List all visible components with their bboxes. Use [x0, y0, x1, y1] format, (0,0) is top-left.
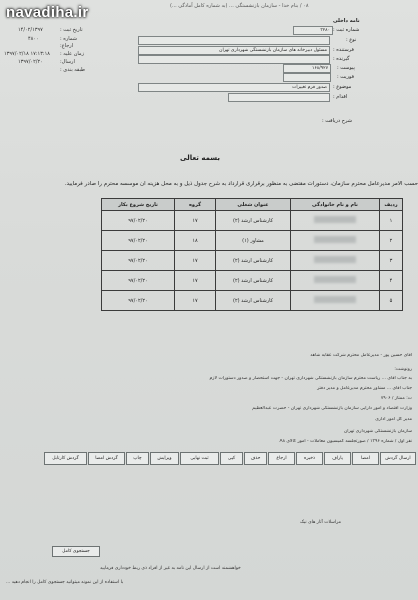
- redaction-blur: [314, 236, 356, 243]
- subject-field[interactable]: صدور فرم تغییرات: [138, 83, 330, 92]
- toolbar-button-send[interactable]: ارسال گردش: [380, 452, 416, 465]
- redacted-name: [291, 211, 380, 231]
- receiver-sign-label: شرح دریافت :: [322, 118, 352, 124]
- cc-line: وزارت اقتصاد و امور دارایی سازمان بازنشستگی شهرداری تهران - حضرت عبدالعظیم: [252, 406, 412, 411]
- table-row: [102, 231, 403, 251]
- table-row: [102, 251, 403, 271]
- start-date: ۹۷/۰۲/۲۰: [102, 211, 175, 231]
- toolbar-button-refer[interactable]: ارجاع: [268, 452, 295, 465]
- redacted-name: [291, 251, 380, 271]
- redacted-name: [291, 271, 380, 291]
- table-header: تاریخ شروع بکار: [102, 199, 175, 211]
- redaction-blur: [314, 216, 356, 223]
- row-number: ۲: [380, 231, 403, 251]
- toolbar-button-sign-flow[interactable]: گردش امضا: [88, 452, 125, 465]
- sender-date-value: ۱۳۹۷/۰۲/۲۰: [18, 59, 43, 65]
- toolbar-button-copy[interactable]: کپی: [220, 452, 243, 465]
- class-label: طبقه بندی :: [60, 67, 85, 73]
- footer-note: با استفاده از این نمونه میتوانید جستجوی کامل را انجام دهید ...: [6, 580, 124, 585]
- letter-intro: حسب الامر مدیرعامل محترم سازمان، دستورات مقتضی به منظور برقراری قرارداد به شرح جدول ذیل و به محل هزینه آن موسسه محترم را صادر فرمایید.: [64, 181, 418, 187]
- cc-line: نفر اول / شماره ۱۳۹۶ / صورتجلسه کمیسیون معاملات - امور کالای A۸: [279, 439, 412, 444]
- footer-small-note: خواهشمند است از ارسال این نامه به غیر از افراد ذی ربط خودداری فرمایید: [100, 566, 241, 571]
- table-header: ردیف: [380, 199, 403, 211]
- number-value: ۴۸۰۰: [28, 36, 39, 42]
- personnel-table: [101, 198, 403, 311]
- redaction-blur: [314, 256, 356, 263]
- toolbar-button-finalize[interactable]: ثبت نهایی: [180, 452, 219, 465]
- redacted-name: [291, 291, 380, 311]
- letter-title: بسمه تعالی: [180, 154, 221, 162]
- cc-line: ت: ممتاز / ۷۹۰۶: [380, 396, 412, 401]
- receiver-field[interactable]: [138, 55, 330, 64]
- table-header: نام و نام خانوادگی: [291, 199, 380, 211]
- date-value: ۱۴/۰۲/۱۳۹۷: [18, 27, 43, 33]
- sign-label: زمان علیه :: [60, 51, 84, 57]
- type-label: نوع :: [346, 37, 357, 43]
- priority-field[interactable]: [283, 73, 331, 82]
- start-date: ۹۷/۰۲/۲۰: [102, 231, 175, 251]
- job-title: کارشناس ارشد (۲): [216, 291, 291, 311]
- priority-label: فوریت :: [337, 74, 354, 80]
- toolbar-button-initial[interactable]: پاراف: [324, 452, 351, 465]
- sign-value: ۱۷:۱۳:۱۸ ۱۳۹۷/۰۲/۱۸: [4, 51, 50, 57]
- sender-label: فرستنده :: [333, 47, 354, 53]
- attach-label: پیوست :: [337, 65, 355, 71]
- table-header: عنوان شغلی: [216, 199, 291, 211]
- cc-line: سازمان بازنشستگی شهرداری تهران: [343, 429, 412, 434]
- table-row: [102, 211, 403, 231]
- receiver-label: گیرنده :: [333, 56, 350, 62]
- table-header-row: [102, 199, 403, 211]
- job-title: کارشناس ارشد (۲): [216, 251, 291, 271]
- redacted-name: [291, 231, 380, 251]
- top-note: ۰۸ / بنام خدا - سازمان بازنشستگی ... (به شماره کامل آمادگی ...): [170, 3, 309, 9]
- table-row: [102, 291, 403, 311]
- toolbar-button-kartable-flow[interactable]: گردش کارتابل: [44, 452, 87, 465]
- action-field[interactable]: [228, 93, 330, 102]
- date-label: تاریخ ثبت :: [60, 27, 83, 33]
- doc-type-label: نامه داخلی: [333, 18, 360, 24]
- redaction-blur: [314, 296, 356, 303]
- cc-line: جناب آقای ... مشاور محترم مدیرعامل و مدیر دفتر: [317, 386, 412, 391]
- redaction-blur: [314, 276, 356, 283]
- watermark: navadiha.ir: [6, 4, 89, 21]
- row-number: ۱: [380, 211, 403, 231]
- type-field[interactable]: [138, 36, 330, 45]
- reg-no-field[interactable]: ۳۲۸۰: [293, 26, 333, 35]
- start-date: ۹۷/۰۲/۲۰: [102, 291, 175, 311]
- group: ۱۷: [175, 211, 216, 231]
- sender-field[interactable]: مسئول دبیرخانه های سازمان بازنشستگی شهرداری تهران: [138, 46, 330, 55]
- group: ۱۷: [175, 251, 216, 271]
- footer-title: مراسلات آثار های نیک: [300, 520, 342, 525]
- table-row: [102, 271, 403, 291]
- number-label: شماره :: [60, 36, 77, 42]
- group: ۱۷: [175, 271, 216, 291]
- action-toolbar: [0, 452, 418, 465]
- table-header: گروه: [175, 199, 216, 211]
- job-title: کارشناس ارشد (۲): [216, 271, 291, 291]
- group: ۱۸: [175, 231, 216, 251]
- row-number: ۵: [380, 291, 403, 311]
- toolbar-button-print[interactable]: چاپ: [126, 452, 149, 465]
- job-title: کارشناس ارشد (۲): [216, 211, 291, 231]
- cc-line: آقای حسین پور - مدیرعامل محترم شرکت عقابه شاهد: [310, 353, 412, 358]
- group: ۱۷: [175, 291, 216, 311]
- toolbar-button-delete[interactable]: حذف: [244, 452, 267, 465]
- ref-label: ارجاع:: [60, 43, 74, 49]
- start-date: ۹۷/۰۲/۲۰: [102, 271, 175, 291]
- row-number: ۳: [380, 251, 403, 271]
- reg-no-label: شماره ثبت :: [333, 27, 360, 33]
- toolbar-button-sign[interactable]: امضا: [352, 452, 379, 465]
- action-label: اقدام :: [333, 94, 348, 100]
- start-date: ۹۷/۰۲/۲۰: [102, 251, 175, 271]
- cc-line: به جناب آقای ... ریاست محترم سازمان بازنشستگی شهرداری تهران - جهت استحضار و صدور دستورات لازم: [209, 376, 412, 381]
- sender-date-label: ارسال:: [60, 59, 75, 65]
- toolbar-button-save[interactable]: ذخیره: [296, 452, 323, 465]
- toolbar-button-edit[interactable]: ویرایش: [150, 452, 179, 465]
- row-number: ۴: [380, 271, 403, 291]
- cc-line: رونوشت:: [394, 367, 412, 372]
- subject-label: موضوع :: [333, 84, 352, 90]
- attach-field[interactable]: ۱۶۸/۹۲۷: [283, 64, 331, 73]
- job-title: مشاور (۱): [216, 231, 291, 251]
- cc-line: مدیر کل امور اداری: [375, 417, 412, 422]
- full-search-button[interactable]: جستجوی کامل: [52, 546, 100, 557]
